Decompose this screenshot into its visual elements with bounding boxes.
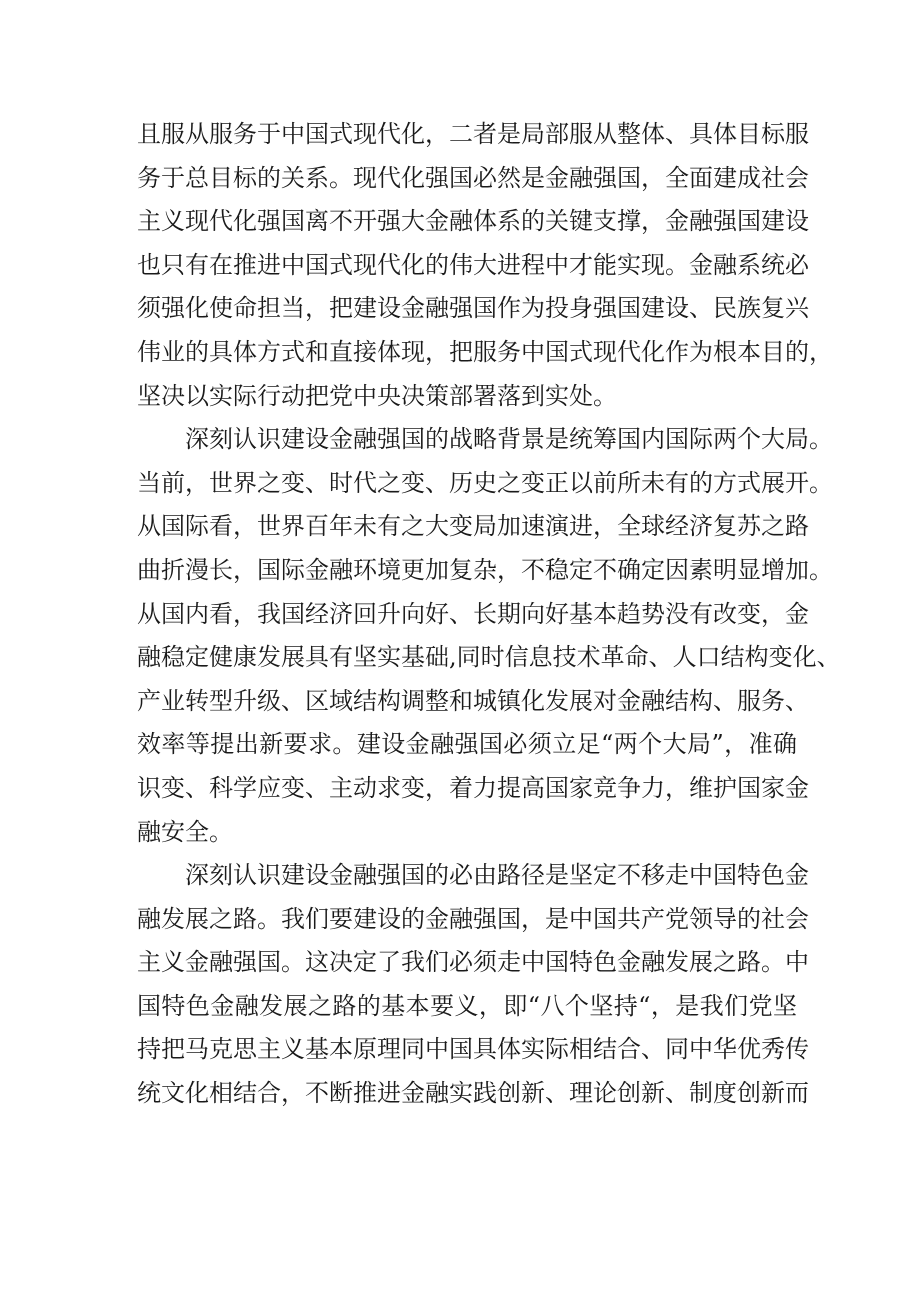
text-line: 融稳定健康发展具有坚实基础,同时信息技术革命、人口结构变化、 [137, 643, 841, 672]
text-line: 产业转型升级、区域结构调整和城镇化发展对金融结构、服务、 [137, 686, 809, 715]
text-line: 深刻认识建设金融强国的战略背景是统筹国内国际两个大局。 [185, 425, 833, 454]
text-line: 且服从服务于中国式现代化，二者是局部服从整体、具体目标服 [137, 120, 809, 148]
text-line: 从国际看，世界百年未有之大变局加速演进，全球经济复苏之路 [137, 512, 809, 541]
text-line: 主义现代化强国离不开强大金融体系的关键支撑，金融强国建设 [137, 207, 809, 236]
text-line: 深刻认识建设金融强国的必由路径是坚定不移走中国特色金 [185, 861, 809, 890]
text-line: 融发展之路。我们要建设的金融强国，是中国共产党领导的社会 [137, 904, 809, 933]
text-line: 伟业的具体方式和直接体现，把服务中国式现代化作为根本目的， [137, 337, 833, 366]
text-line: 融安全。 [137, 817, 233, 846]
text-line: 主义金融强国。这决定了我们必须走中国特色金融发展之路。中 [137, 948, 809, 977]
paragraph [137, 113, 833, 418]
text-line: 国特色金融发展之路的基本要义，即“八个坚持“，是我们党坚 [137, 991, 797, 1020]
text-line: 统文化相结合，不断推进金融实践创新、理论创新、制度创新而 [137, 1079, 809, 1108]
paragraph [137, 418, 841, 854]
document-body [137, 113, 841, 1116]
text-line: 也只有在推进中国式现代化的伟大进程中才能实现。金融系统必 [137, 250, 809, 279]
paragraph [137, 854, 809, 1116]
text-line: 务于总目标的关系。现代化强国必然是金融强国，全面建成社会 [137, 163, 809, 192]
text-line: 须强化使命担当，把建设金融强国作为投身强国建设、民族复兴 [137, 294, 809, 323]
text-line: 效率等提出新要求。建设金融强国必须立足“两个大局”，准确 [137, 730, 797, 759]
text-line: 坚决以实际行动把党中央决策部署落到实处。 [137, 381, 617, 410]
text-line: 持把马克思主义基本原理同中国具体实际相结合、同中华优秀传 [137, 1035, 809, 1064]
text-line: 从国内看，我国经济回升向好、长期向好基本趋势没有改变，金 [137, 599, 809, 628]
text-line: 当前，世界之变、时代之变、历史之变正以前所未有的方式展开。 [137, 468, 833, 497]
text-line: 曲折漫长，国际金融环境更加复杂，不稳定不确定因素明显增加。 [137, 555, 833, 584]
text-line: 识变、科学应变、主动求变，着力提高国家竞争力，维护国家金 [137, 773, 809, 802]
